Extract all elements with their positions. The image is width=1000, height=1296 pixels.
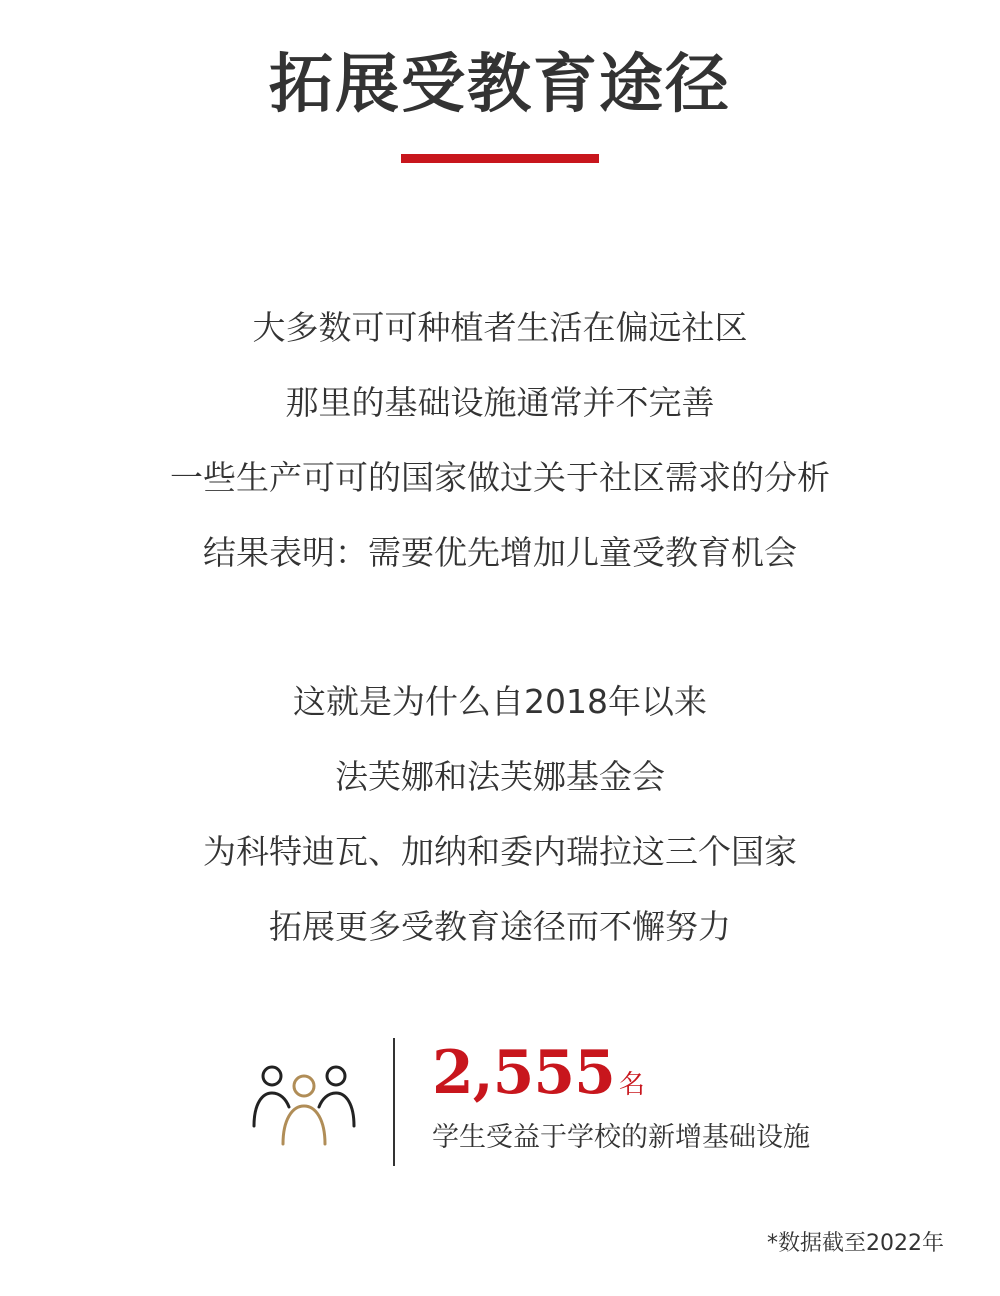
stat-divider — [393, 1038, 395, 1166]
stat-unit: 名 — [618, 1070, 645, 1100]
paragraph-line: 为科特迪瓦、加纳和委内瑞拉这三个国家 — [203, 832, 797, 871]
paragraph-line: 大多数可可种植者生活在偏远社区 — [252, 308, 748, 347]
stat-number-row — [432, 1038, 645, 1108]
intro-paragraph — [0, 290, 1000, 590]
paragraph-line: 拓展更多受教育途径而不懈努力 — [269, 907, 731, 946]
student-stat — [250, 1038, 890, 1168]
commitment-paragraph — [0, 664, 1000, 964]
paragraph-line: 这就是为什么自2018年以来 — [293, 682, 707, 721]
stat-value: 2,555 — [432, 1038, 615, 1108]
paragraph-line: 一些生产可可的国家做过关于社区需求的分析 — [170, 458, 830, 497]
footnote: *数据截至2022年 — [767, 1231, 944, 1256]
page-title: 拓展受教育途径 — [269, 48, 731, 122]
stat-caption: 学生受益于学校的新增基础设施 — [432, 1122, 810, 1153]
paragraph-line: 结果表明：需要优先增加儿童受教育机会 — [203, 533, 797, 572]
people-group-icon — [250, 1062, 358, 1146]
paragraph-line: 法芙娜和法芙娜基金会 — [335, 757, 665, 796]
title-underline — [401, 154, 599, 163]
paragraph-line: 那里的基础设施通常并不完善 — [285, 383, 715, 422]
